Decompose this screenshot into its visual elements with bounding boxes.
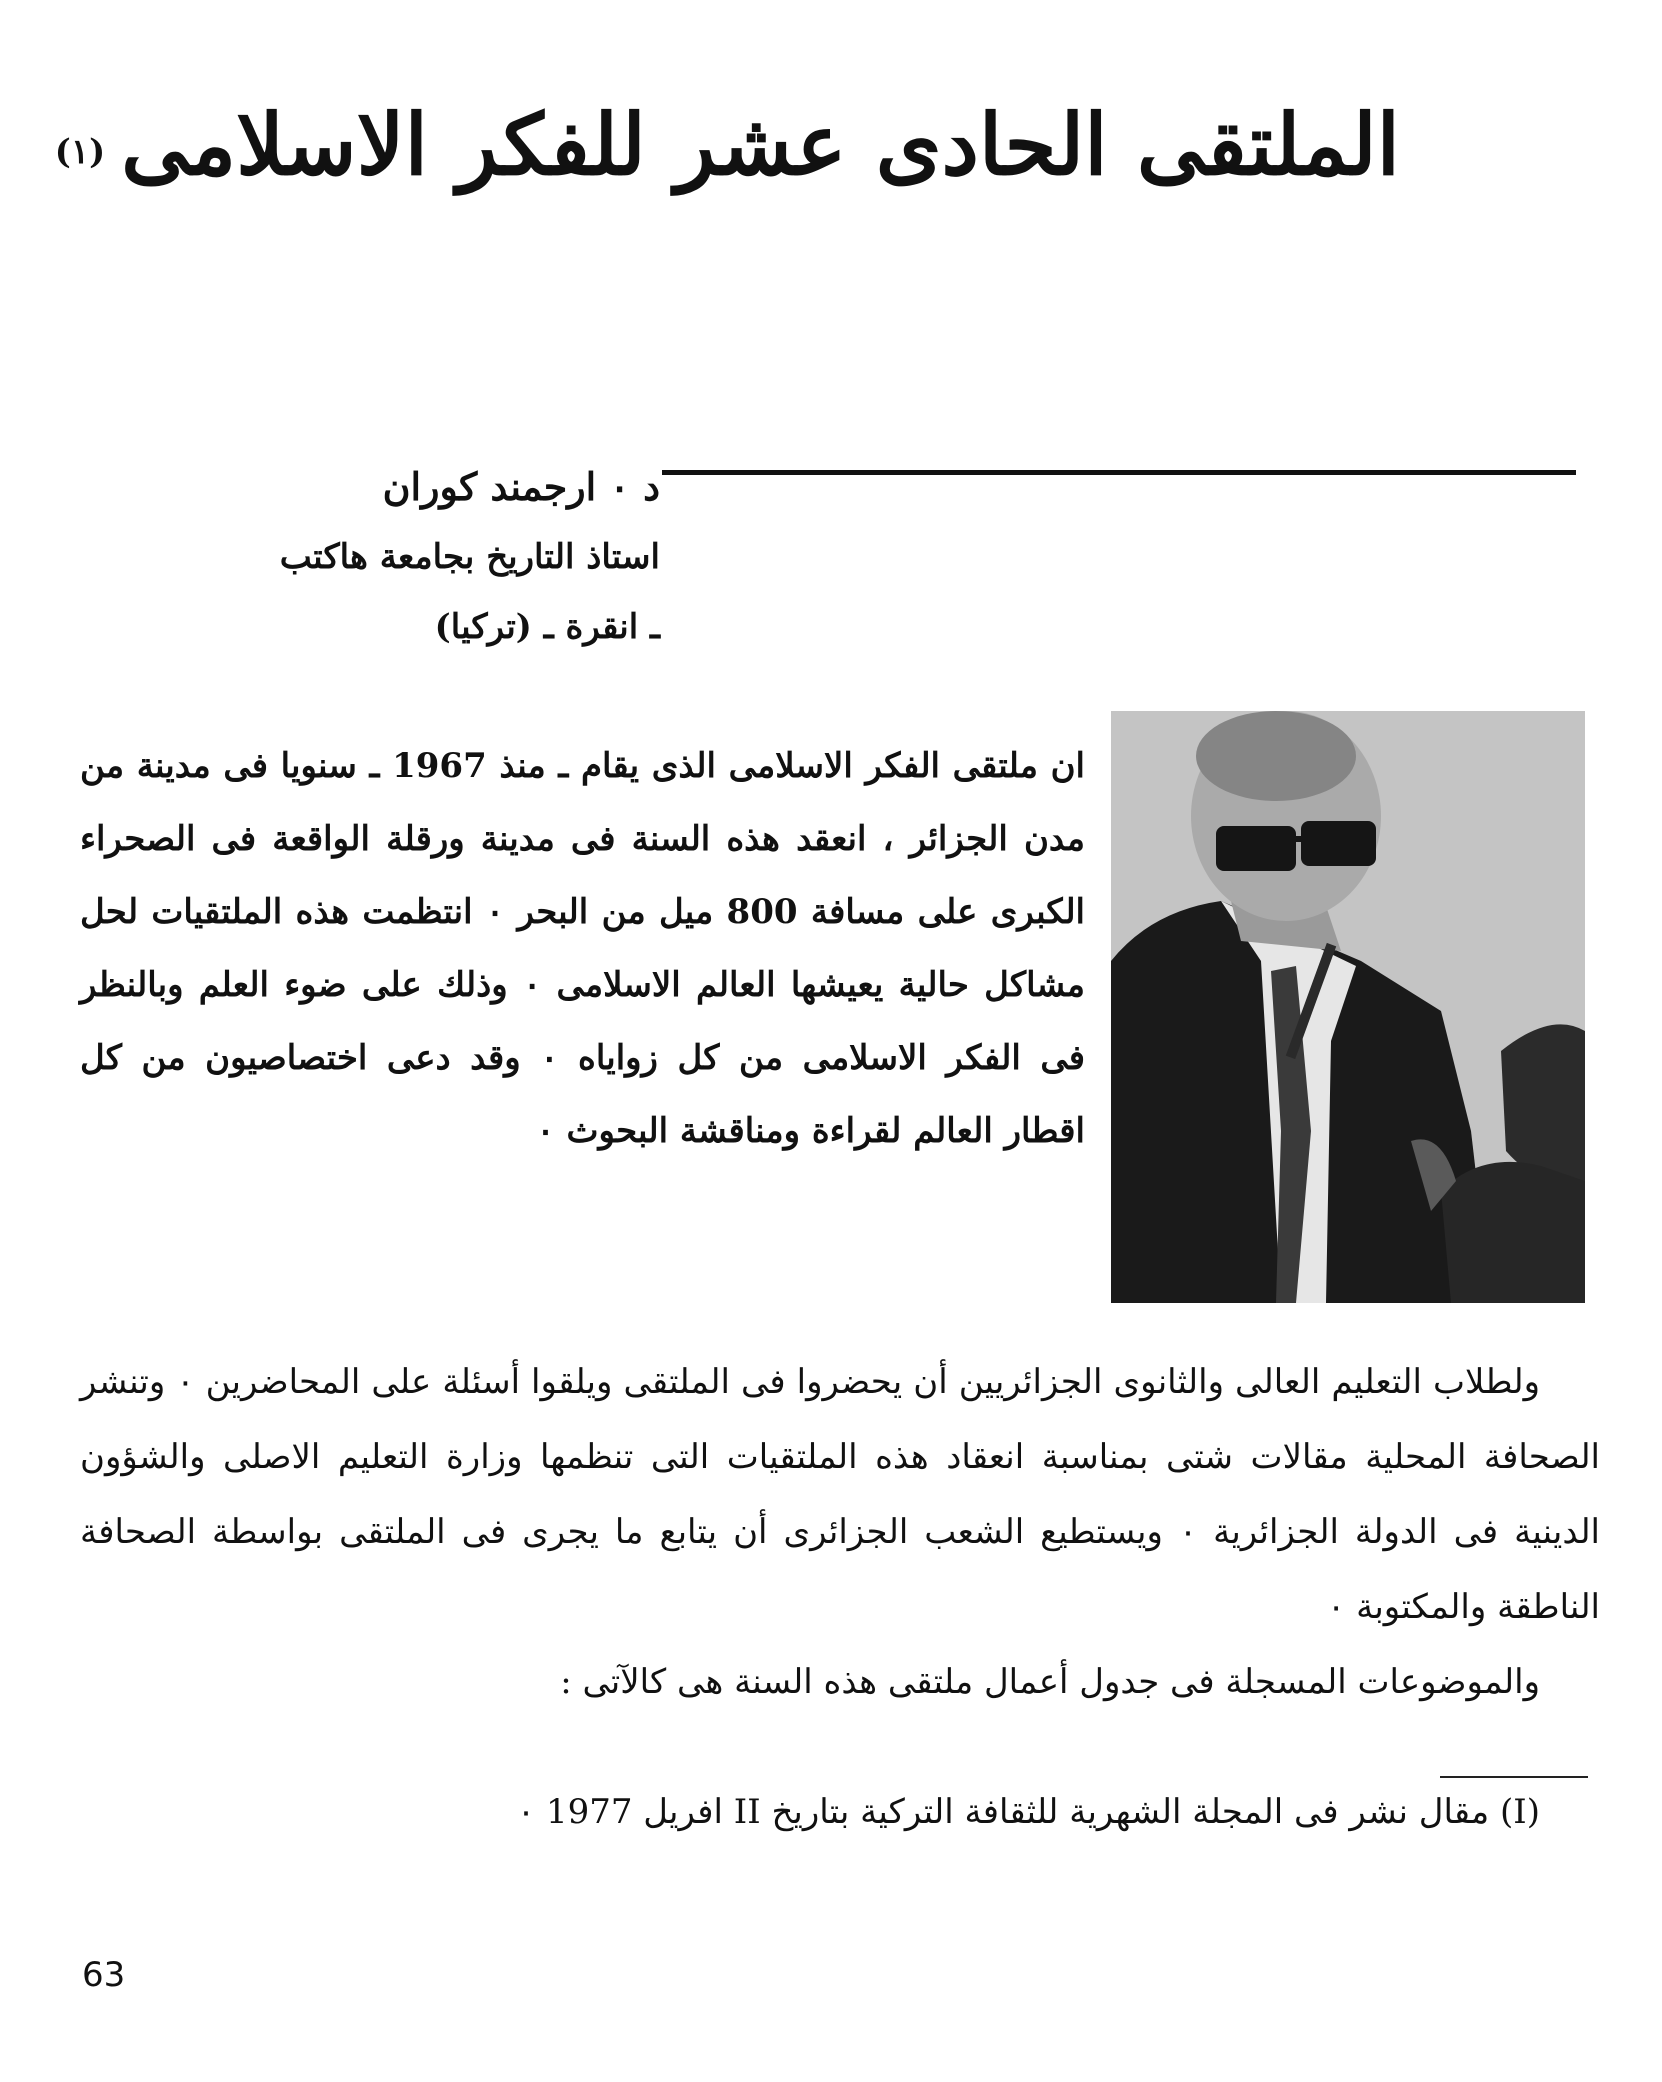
article-title bbox=[54, 95, 1400, 196]
body-paragraph: والموضوعات المسجلة فى جدول أعمال ملتقى هذه السنة هى كالآتى : bbox=[560, 1662, 1540, 1702]
speaker-photo-image bbox=[1111, 711, 1585, 1303]
author-position: استاذ التاريخ بجامعة هاكتب bbox=[279, 537, 660, 577]
author-name: د ٠ ارجمند كوران bbox=[382, 464, 660, 509]
footnote-marker: (١) bbox=[54, 131, 106, 172]
author-photo bbox=[1111, 711, 1585, 1303]
title-text: الملتقى الحادى عشر للفكر الاسلامى bbox=[121, 95, 1400, 194]
author-location: ـ انقرة ـ (تركيا) bbox=[434, 607, 660, 647]
author-divider bbox=[662, 470, 1576, 475]
article-body bbox=[80, 1345, 1600, 1720]
intro-paragraph: ان ملتقى الفكر الاسلامى الذى يقام ـ منذ 1967 ـ سنويا فى مدينة من مدن الجزائر ، انعقد هذه السنة فى مدينة ورقلة الواقعة فى الصحراء الكبرى على مسافة 800 ميل من البحر ٠ انتظمت هذه الملتقيات لحل مشاكل حالية يعيشها العالم الاسلامى ٠ وذلك على ضوء العلم وبالنظر فى الفكر الاسلامى من كل زواياه ٠ وقد دعى اختصاصيون من كل اقطار العالم لقراءة ومناقشة البحوث ٠ bbox=[80, 746, 1085, 1151]
footnote-divider bbox=[1440, 1776, 1588, 1778]
author-block bbox=[140, 452, 660, 662]
body-paragraph: ولطلاب التعليم العالى والثانوى الجزائريين أن يحضروا فى الملتقى ويلقوا أسئلة على المحاضرين ٠ وتنشر الصحافة المحلية مقالات شتى بمناسبة انعقاد هذه الملتقيات التى تنظمها وزارة التعليم الاصلى والشؤون الدينية فى الدولة الجزائرية ٠ ويستطيع الشعب الجزائرى أن يتابع ما يجرى فى الملتقى بواسطة الصحافة الناطقة والمكتوبة ٠ bbox=[80, 1362, 1600, 1627]
page-number: 63 bbox=[82, 1955, 126, 1995]
footnote: (I) مقال نشر فى المجلة الشهرية للثقافة التركية بتاريخ II افريل 1977 ٠ bbox=[516, 1792, 1540, 1832]
